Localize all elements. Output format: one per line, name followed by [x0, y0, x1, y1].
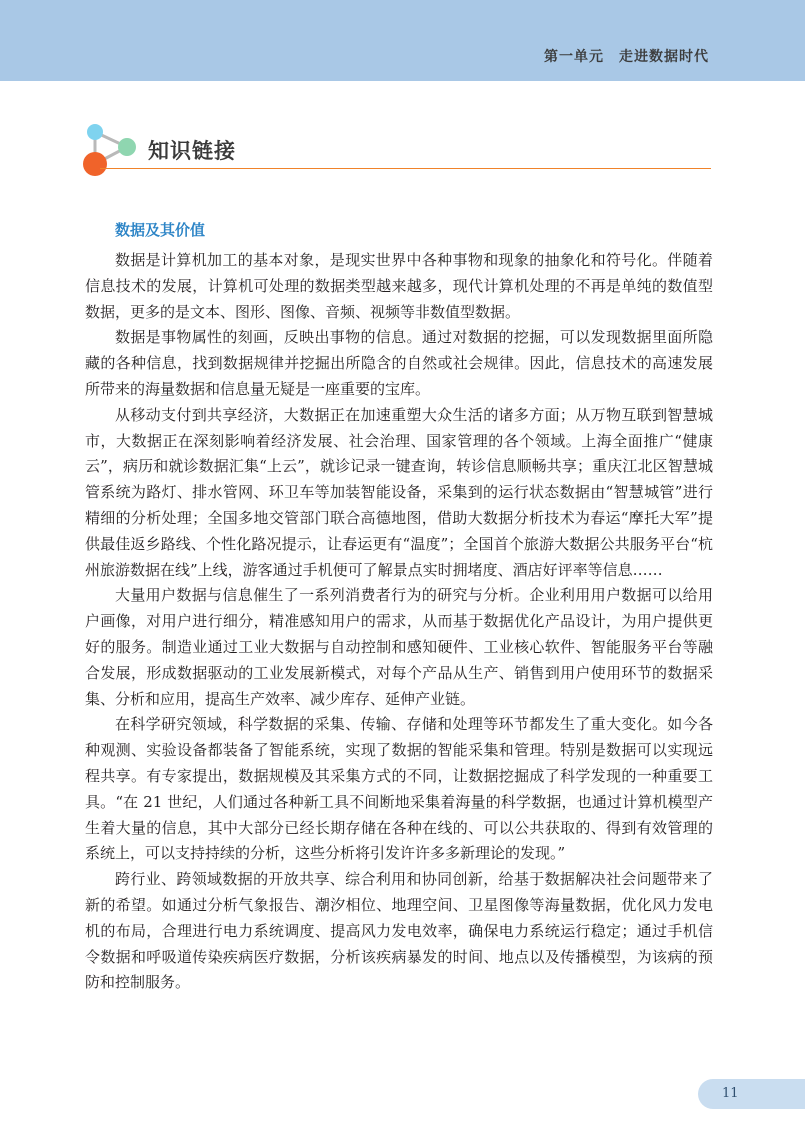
paragraph: 大量用户数据与信息催生了一系列消费者行为的研究与分析。企业利用用户数据可以给用户画像，对用户进行细分，精准感知用户的需求，从而基于数据优化产品设计，为用户提供更好的服务。制造业通过工业大数据与自动控制和感知硬件、工业核心软件、智能服务平台等融合发展，形成数据驱动的工业发展新模式，对每个产品从生产、销售到用户使用环节的数据采集、分析和应用，提高生产效率、减少库存、延伸产业链。	[85, 586, 713, 708]
page-number: 11	[722, 1086, 739, 1101]
article-body	[85, 248, 713, 996]
paragraph: 在科学研究领域，科学数据的采集、传输、存储和处理等环节都发生了重大变化。如今各种观测、实验设备都装备了智能系统，实现了数据的智能采集和管理。特别是数据可以实现远程共享。有专家提出，数据规模及其采集方式的不同，让数据挖掘成了科学发现的一种重要工具。“在 21 世纪，人们通过各种新工具不间断地采集着海量的科学数据，也通过计算机模型产生着大量的信息，其中大部分已经长期存储在各种在线的、可以公共获取的、得到有效管理的系统上，可以支持持续的分析，这些分析将引发许许多多新理论的发现。”	[85, 715, 713, 863]
paragraph: 从移动支付到共享经济，大数据正在加速重塑大众生活的诸多方面；从万物互联到智慧城市，大数据正在深刻影响着经济发展、社会治理、国家管理的各个领域。上海全面推广“健康云”，病历和就诊数据汇集“上云”，就诊记录一键查询，转诊信息顺畅共享；重庆江北区智慧城管系统为路灯、排水管网、环卫车等加装智能设备，采集到的运行状态数据由“智慧城管”进行精细的分析处理；全国多地交管部门联合高德地图，借助大数据分析技术为春运“摩托大军”提供最佳返乡路线、个性化路况提示，让春运更有“温度”；全国首个旅游大数据公共服务平台“杭州旅游数据在线”上线，游客通过手机便可了解景点实时拥堵度、酒店好评率等信息……	[85, 405, 713, 579]
paragraph: 数据是事物属性的刻画，反映出事物的信息。通过对数据的挖掘，可以发现数据里面所隐藏的各种信息，找到数据规律并挖掘出所隐含的自然或社会规律。因此，信息技术的高速发展所带来的海量数据和信息量无疑是一座重要的宝库。	[85, 328, 713, 398]
section-heading: 知识链接	[148, 139, 236, 163]
page-number-tab	[698, 1079, 805, 1109]
paragraph: 数据是计算机加工的基本对象，是现实世界中各种事物和现象的抽象化和符号化。伴随着信息技术的发展，计算机可处理的数据类型越来越多，现代计算机处理的不再是单纯的数值型数据，更多的是文本、图形、图像、音频、视频等非数值型数据。	[85, 251, 713, 321]
article-subheading: 数据及其价值	[115, 221, 206, 239]
knowledge-link-icon	[80, 120, 140, 180]
heading-divider	[100, 168, 711, 169]
unit-title: 第一单元 走进数据时代	[544, 49, 709, 65]
paragraph: 跨行业、跨领域数据的开放共享、综合利用和协同创新，给基于数据解决社会问题带来了新的希望。如通过分析气象报告、潮汐相位、地理空间、卫星图像等海量数据，优化风力发电机的布局，合理进行电力系统调度、提高风力发电效率，确保电力系统运行稳定；通过手机信令数据和呼吸道传染疾病医疗数据，分析该疾病暴发的时间、地点以及传播模型，为该病的预防和控制服务。	[85, 870, 713, 992]
header-band	[0, 0, 805, 81]
